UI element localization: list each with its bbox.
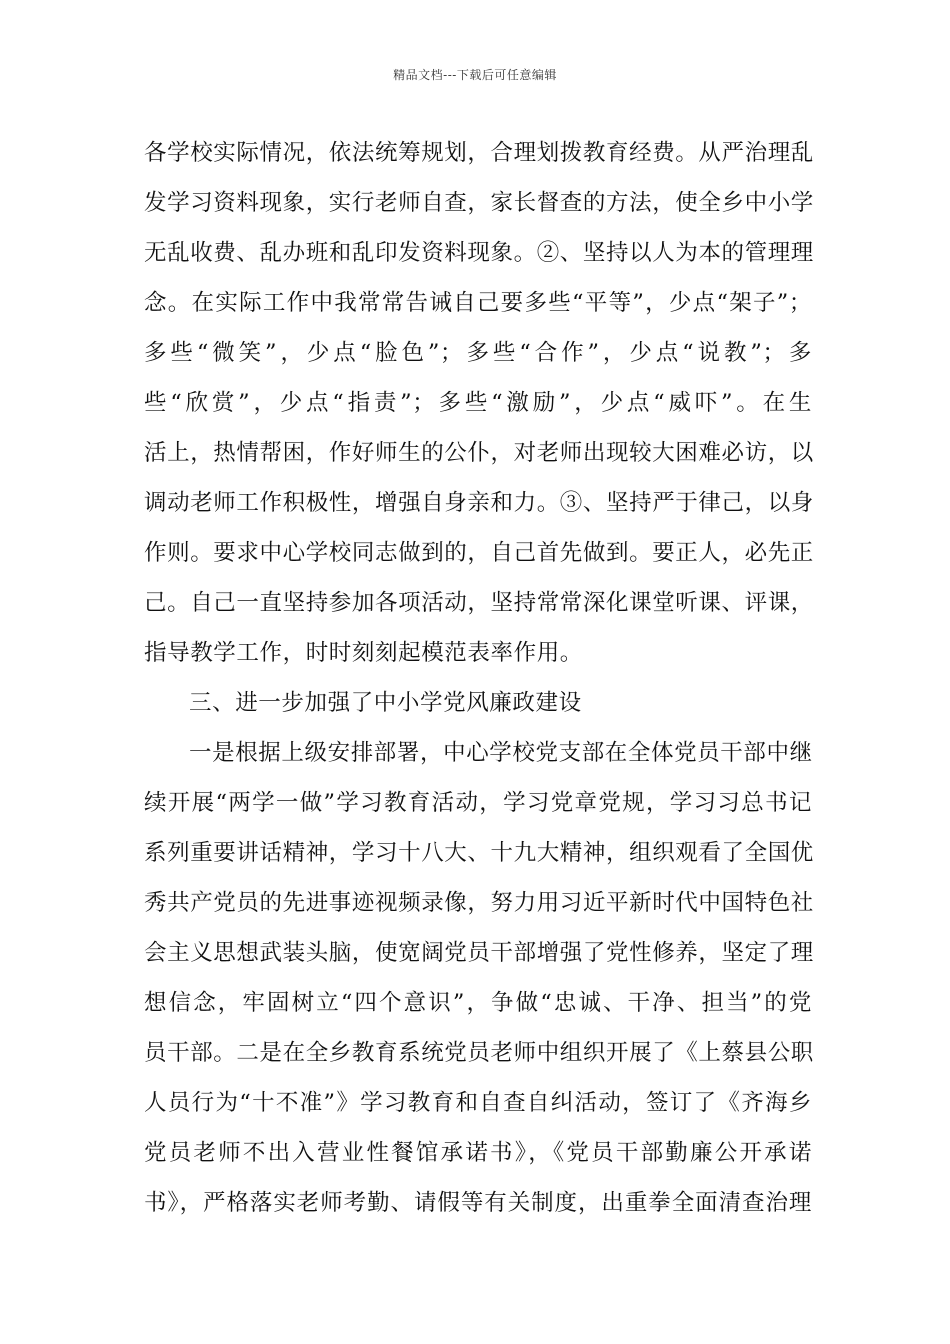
text-line: 己。自己一直坚持参加各项活动，坚持常常深化课堂听课、评课， — [144, 590, 814, 616]
text-line: 多些“微笑”，少点“脸色”；多些“合作”，少点“说教”；多 — [144, 340, 812, 366]
text-line: 作则。要求中心学校同志做到的，自己首先做到。要正人，必先正 — [144, 540, 814, 566]
text-line: 秀共产党员的先进事迹视频录像，努力用习近平新时代中国特色社 — [144, 890, 814, 916]
text-line: 活上，热情帮困，作好师生的公仆，对老师出现较大困难必访，以 — [144, 440, 814, 466]
section-heading: 三、进一步加强了中小学党风廉政建设 — [189, 690, 582, 716]
text-line: 一是根据上级安排部署，中心学校党支部在全体党员干部中继 — [189, 740, 813, 766]
text-line: 书》，严格落实老师考勤、请假等有关制度，出重拳全面清查治理 — [144, 1190, 812, 1216]
text-line: 发学习资料现象，实行老师自查，家长督查的方法，使全乡中小学 — [144, 190, 814, 216]
text-line: 调动老师工作积极性，增强自身亲和力。③、坚持严于律己，以身 — [144, 490, 814, 516]
page-header: 精品文档---下载后可任意编辑 — [393, 68, 557, 82]
text-line: 想信念，牢固树立“四个意识”，争做“忠诚、干净、担当”的党 — [144, 990, 812, 1016]
text-line: 指导教学工作，时时刻刻起模范表率作用。 — [144, 640, 583, 666]
text-line: 系列重要讲话精神，学习十八大、十九大精神，组织观看了全国优 — [144, 840, 814, 866]
text-line: 会主义思想武装头脑，使宽阔党员干部增强了党性修养，坚定了理 — [144, 940, 814, 966]
text-line: 各学校实际情况，依法统筹规划，合理划拨教育经费。从严治理乱 — [144, 140, 814, 166]
text-line: 员干部。二是在全乡教育系统党员老师中组织开展了《上蔡县公职 — [144, 1040, 814, 1066]
text-line: 无乱收费、乱办班和乱印发资料现象。②、坚持以人为本的管理理 — [144, 240, 814, 266]
text-line: 些“欣赏”，少点“指责”；多些“激励”，少点“威吓”。在生 — [144, 390, 812, 416]
text-line: 念。在实际工作中我常常告诫自己要多些“平等”，少点“架子”； — [144, 290, 812, 316]
text-line: 党员老师不出入营业性餐馆承诺书》，《党员干部勤廉公开承诺 — [144, 1140, 812, 1166]
text-line: 续开展“两学一做”学习教育活动，学习党章党规，学习习总书记 — [144, 790, 812, 816]
text-line: 人员行为“十不准”》学习教育和自查自纠活动，签订了《齐海乡 — [144, 1090, 812, 1116]
